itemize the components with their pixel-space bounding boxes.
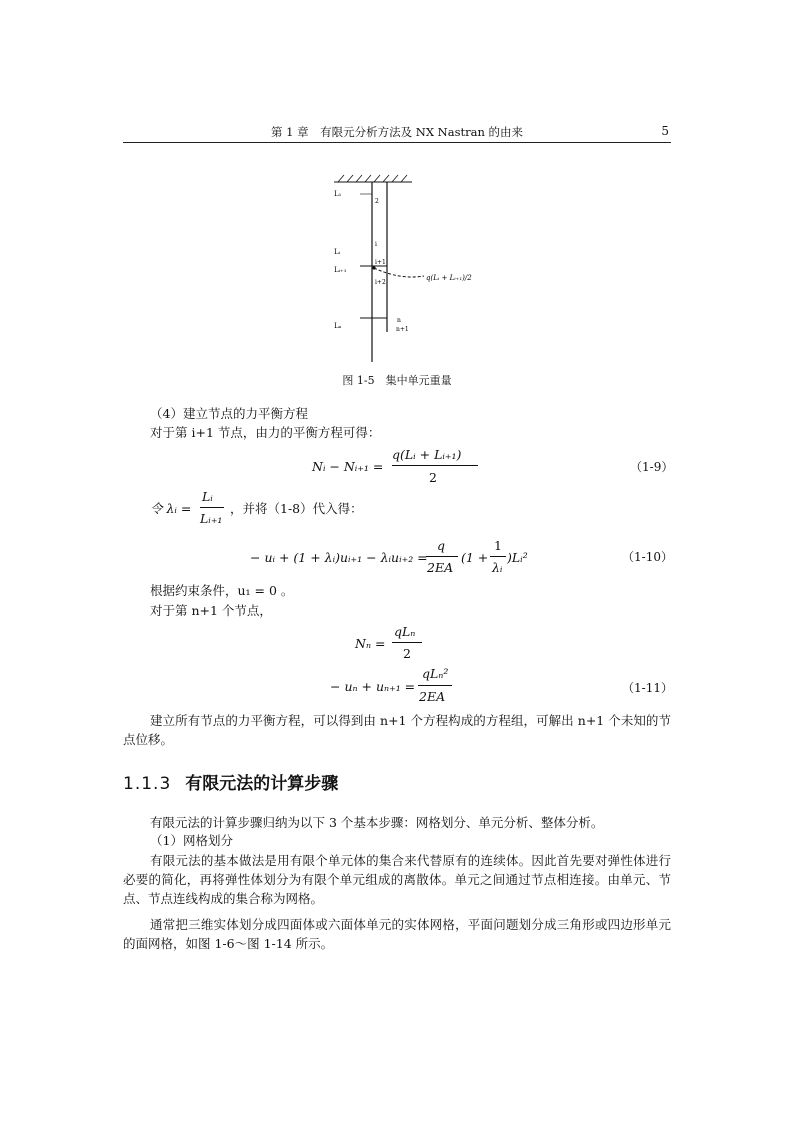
eqnn-num: qLₙ [394,624,416,639]
eq110-den2: λᵢ [492,560,503,575]
eq111-label: （1-11） [622,681,673,695]
equation-1-10 [250,535,540,581]
step4-heading: （4）建立节点的力平衡方程 [150,406,308,421]
label-node-i1: i+1 [375,259,386,266]
eq19-den: 2 [429,470,437,485]
eq110-label: （1-10） [622,550,673,564]
equation-1-11 [330,664,470,708]
page-number: 5 [661,124,669,138]
eqnn-den: 2 [403,646,411,661]
label-node-n: n [397,317,401,324]
label-l1: L₁ [334,190,342,198]
lambda-num: Lᵢ [202,489,213,504]
eq19-num: q(Lᵢ + Lᵢ₊₁) [392,447,462,462]
lambda-prefix: 令 λᵢ = [150,501,192,516]
label-li1: Lᵢ₊₁ [334,266,347,274]
eq110-end: )Lᵢ² [507,550,528,565]
node-n1-text: 对于第 n+1 个节点， [150,603,272,618]
eq110-left: − uᵢ + (1 + λᵢ)uᵢ₊₁ − λᵢuᵢ₊₂ = [250,550,428,565]
figure-caption: 图 1-5 集中单元重量 [342,374,452,387]
label-li: Lᵢ [334,248,341,256]
eqnn-left: Nₙ = [355,636,386,651]
lambda-den: Lᵢ₊₁ [200,511,223,526]
eq111-den: 2EA [419,689,446,704]
eq111-left: − uₙ + uₙ₊₁ = [330,679,416,694]
equation-1-9 [312,444,482,490]
label-load: q(Lᵢ + Lᵢ₊₁)/2 [426,274,472,282]
eq19-label: （1-9） [630,460,674,474]
eq19-left: Nᵢ − Nᵢ₊₁ = [312,459,384,474]
section-title: 有限元法的计算步骤 [185,774,339,794]
equation-nn [355,622,455,666]
page-header [123,124,671,143]
eq110-num2: 1 [494,538,502,553]
node-i1-text: 对于第 i+1 节点，由力的平衡方程可得： [150,425,381,440]
paragraph-system: 建立所有节点的力平衡方程，可以得到由 n+1 个方程构成的方程组，可解出 n+1 个未知的节点位移。 [123,713,671,747]
boundary-condition: 根据约束条件，u₁ = 0 。 [150,583,294,598]
label-node-n1: n+1 [396,326,409,333]
paragraph-mesh: 有限元法的基本做法是用有限个单元体的集合来代替原有的连续体。因此首先要对弹性体进行必要的简化，再将弹性体划分为有限个单元组成的离散体。单元之间通过节点相连接。由单元、节点、节点连线构成的集合称为网格。 [123,853,671,906]
eq110-num1: q [437,538,446,553]
paragraph-mesh-2: 通常把三维实体划分成四面体或六面体单元的实体网格，平面问题划分成三角形或四边形单元的面网格，如图 1-6～图 1-14 所示。 [123,917,671,951]
label-ln: Lₙ [334,322,342,330]
lambda-definition [150,486,450,532]
eq111-num: qLₙ² [422,666,449,681]
label-node-2: 2 [375,198,379,205]
section-heading [123,769,338,794]
eq110-mid: (1 + [461,550,489,565]
section-number: 1.1.3 [123,774,172,794]
figure-1-5 [320,172,490,367]
paragraph-steps: 有限元法的计算步骤归纳为以下 3 个基本步骤：网格划分、单元分析、整体分析。 [150,815,604,830]
label-node-i2: i+2 [375,279,386,286]
eq110-den1: 2EA [427,560,454,575]
lambda-suffix: ，并将（1-8）代入得： [230,501,363,516]
step1-heading: （1）网格划分 [150,833,233,848]
bar-diagram [320,172,490,367]
header-title: 第 1 章 有限元分析方法及 NX Nastran 的由来 [270,125,524,139]
label-node-i: i [375,241,377,248]
